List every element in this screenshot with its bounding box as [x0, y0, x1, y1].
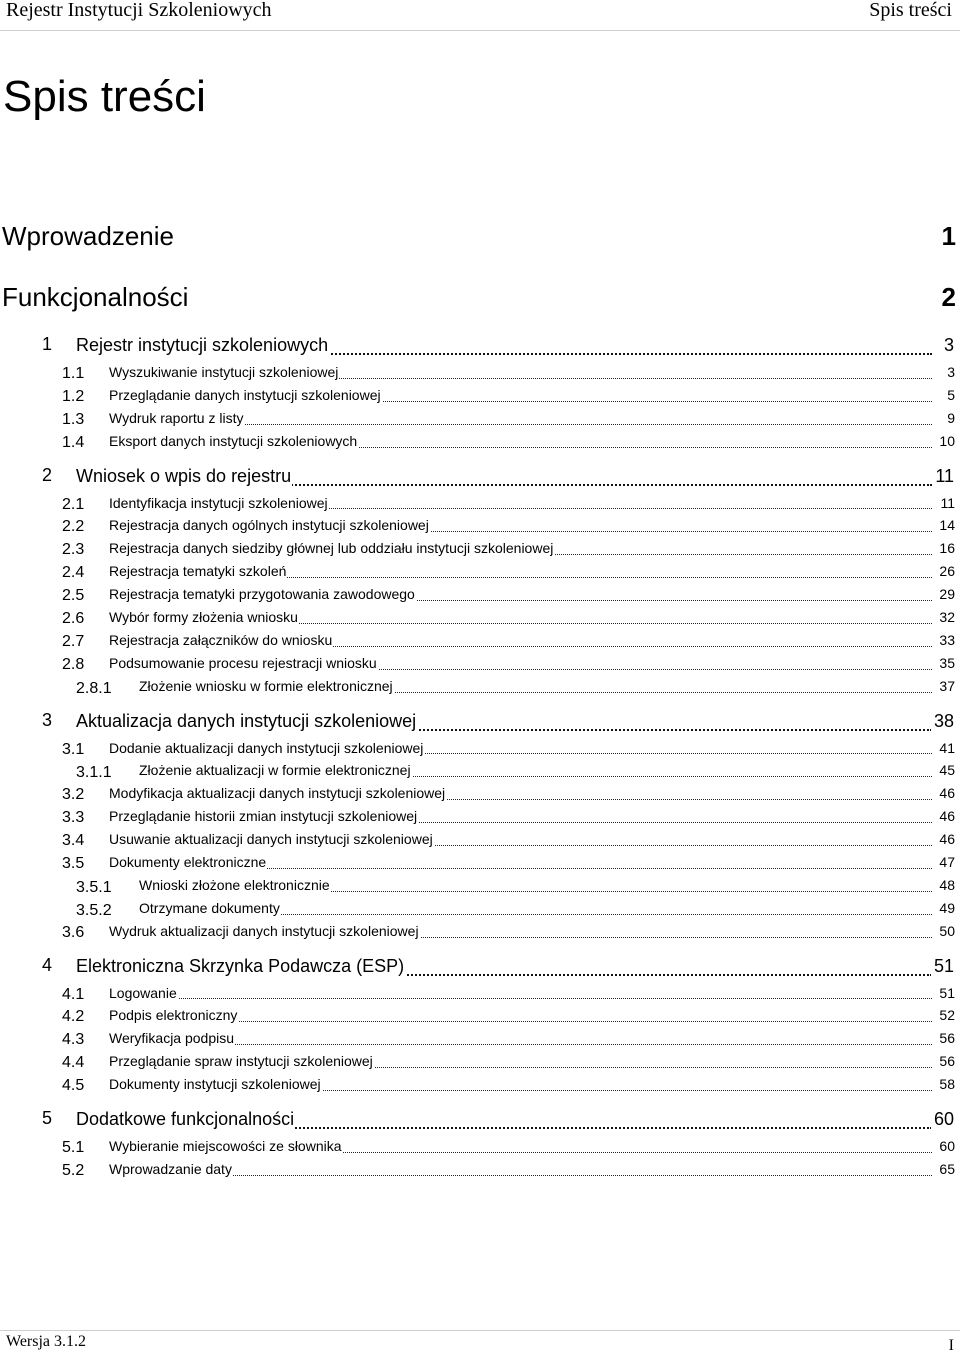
toc-entry-label: Otrzymane dokumenty [139, 899, 280, 916]
toc-entry-label: Modyfikacja aktualizacji danych instytucji szkoleniowej [109, 785, 446, 802]
toc-entry-number: 4 [42, 954, 53, 975]
toc-entry-number: 5 [42, 1108, 53, 1129]
page-footer [0, 1330, 960, 1355]
toc-entry-page: 26 [936, 563, 955, 579]
toc-entry-label: Rejestracja tematyki szkoleń [109, 563, 287, 580]
toc-entry-page: 11 [932, 466, 954, 487]
toc-entry-label: Dokumenty instytucji szkoleniowej [109, 1076, 321, 1093]
toc-entry-number: 5.2 [62, 1161, 85, 1179]
toc-entry-page: 46 [936, 808, 955, 824]
toc-entry-page: 32 [936, 609, 955, 625]
toc-entry-page: 3 [944, 364, 955, 380]
toc-entry-page: 9 [944, 410, 955, 426]
toc-entry[interactable] [0, 561, 960, 584]
toc-entry-number: 2.7 [62, 632, 85, 650]
toc-entry-number: 2.6 [62, 610, 85, 628]
toc-entry-number: 5.1 [62, 1139, 85, 1157]
toc-entry[interactable] [0, 707, 960, 738]
toc-entry[interactable] [0, 738, 960, 761]
toc-entry-number: 3.1.1 [76, 764, 112, 782]
toc-entry-number: 4.2 [62, 1008, 85, 1026]
toc-entry-label: Rejestr instytucji szkoleniowych [76, 335, 329, 355]
toc-entry-page: 16 [936, 540, 955, 556]
toc-entry-number: 4.1 [62, 985, 85, 1003]
toc-entry-number: 3 [42, 709, 53, 730]
toc-entry[interactable] [0, 783, 960, 806]
toc-major-label: Funkcjonalności [2, 282, 189, 312]
page-number: I [948, 1337, 954, 1354]
toc-entry-label: Wybór formy złożenia wniosku [109, 609, 298, 626]
toc-entry-page: 46 [936, 785, 955, 801]
toc-entry-label: Przeglądanie historii zmian instytucji szkoleniowej [109, 808, 418, 825]
toc-entry-page: 51 [931, 956, 954, 977]
toc-entry-page: 45 [936, 762, 955, 778]
toc-entry-label: Aktualizacja danych instytucji szkoleniowej [76, 710, 417, 731]
version-label: Wersja 3.1.2 [6, 1333, 87, 1350]
toc-entry-label: Dodatkowe funkcjonalności [76, 1109, 295, 1130]
toc-entry[interactable] [0, 921, 960, 944]
toc-entry-number: 3.4 [62, 832, 85, 850]
toc-entry-page: 14 [936, 517, 955, 533]
page-header [0, 0, 960, 31]
toc-entry[interactable] [0, 1028, 960, 1051]
toc-entry-page: 29 [936, 586, 955, 602]
toc-entry-label: Złożenie aktualizacji w formie elektronicznej [139, 762, 411, 779]
toc-entry-page: 47 [936, 854, 955, 870]
toc-entry[interactable] [0, 515, 960, 538]
toc-entry-label: Przeglądanie danych instytucji szkoleniowej [109, 386, 381, 403]
toc-entry-number: 2.1 [62, 495, 85, 513]
toc-entry-page: 49 [936, 900, 955, 916]
toc-entry-page: 60 [936, 1138, 955, 1154]
toc-entry-page: 3 [941, 335, 954, 356]
toc-entry[interactable] [0, 1051, 960, 1074]
toc-entry[interactable] [0, 1005, 960, 1028]
toc-entry-page: 50 [936, 923, 955, 939]
toc-leader-dots [112, 1175, 932, 1176]
toc-entry-label: Wydruk aktualizacji danych instytucji szkoleniowej [109, 922, 419, 939]
toc-entry[interactable] [0, 898, 960, 921]
toc-entry[interactable] [0, 1074, 960, 1097]
toc-major-label: Wprowadzenie [2, 221, 174, 251]
toc-entry-label: Wybieranie miejscowości ze słownika [109, 1138, 342, 1155]
toc-entry[interactable] [0, 1105, 960, 1136]
toc-entry-label: Dokumenty elektroniczne [109, 854, 267, 871]
toc-entry[interactable] [0, 493, 960, 516]
toc-entry[interactable] [0, 431, 960, 454]
toc-entry-label: Usuwanie aktualizacji danych instytucji szkoleniowej [109, 831, 433, 848]
toc-entry-number: 3.5.1 [76, 878, 112, 896]
toc-entry-number: 2.8 [62, 655, 85, 673]
toc-entry-page: 10 [936, 433, 955, 449]
toc-entry[interactable] [0, 362, 960, 385]
toc-entry-page: 11 [937, 495, 955, 511]
toc-entry-number: 1.4 [62, 433, 85, 451]
toc-entry-page: 65 [936, 1161, 955, 1177]
toc-entry[interactable] [0, 829, 960, 852]
document-name: Rejestr Instytucji Szkoleniowych [6, 0, 272, 21]
toc-entry[interactable] [0, 952, 960, 983]
toc-entry-number: 2.5 [62, 587, 85, 605]
toc-entry-number: 2.3 [62, 541, 85, 559]
toc-major-page: 1 [941, 221, 956, 251]
toc-entry-number: 3.2 [62, 786, 85, 804]
toc-entry-label: Elektroniczna Skrzynka Podawcza (ESP) [76, 955, 405, 976]
toc-entry[interactable] [0, 462, 960, 493]
toc-entry-number: 3.6 [62, 923, 85, 941]
toc-entry-label: Złożenie wniosku w formie elektronicznej [139, 677, 393, 694]
toc-entry-page: 56 [936, 1053, 955, 1069]
page-title: Spis treści [3, 72, 206, 121]
toc-entry[interactable] [0, 760, 960, 783]
toc-major-section[interactable] [0, 216, 960, 256]
toc-entry[interactable] [0, 983, 960, 1006]
toc-entry-number: 1 [42, 334, 53, 354]
toc-entry-page: 38 [931, 711, 954, 732]
toc-entry-page: 60 [931, 1109, 954, 1130]
toc-entry-number: 2 [42, 464, 53, 485]
toc-entry[interactable] [0, 806, 960, 829]
toc-entry-page: 51 [936, 985, 955, 1001]
toc-entry-number: 2.2 [62, 518, 85, 536]
toc-entry-number: 2.8.1 [76, 679, 112, 697]
toc-major-section[interactable] [0, 277, 960, 317]
toc-entry-label: Rejestracja danych siedziby głównej lub oddziału instytucji szkoleniowej [109, 540, 554, 557]
toc-entry-label: Wniosek o wpis do rejestru [76, 465, 292, 486]
table-of-contents [0, 331, 960, 1182]
toc-entry-label: Wyszukiwanie instytucji szkoleniowej [109, 364, 339, 380]
toc-entry-label: Wprowadzanie daty [109, 1160, 232, 1177]
toc-entry-label: Dodanie aktualizacji danych instytucji szkoleniowej [109, 739, 424, 756]
section-name: Spis treści [869, 0, 952, 21]
toc-entry[interactable] [0, 875, 960, 898]
toc-entry-number: 3.5.2 [76, 901, 112, 919]
toc-entry-number: 1.2 [62, 387, 85, 405]
toc-entry-number: 1.1 [62, 365, 85, 382]
toc-entry[interactable] [0, 331, 960, 362]
toc-major-page: 2 [941, 282, 956, 312]
toc-entry-label: Rejestracja tematyki przygotowania zawodowego [109, 586, 415, 603]
toc-entry[interactable] [0, 607, 960, 630]
toc-entry-label: Identyfikacja instytucji szkoleniowej [109, 494, 328, 511]
toc-entry-label: Przeglądanie spraw instytucji szkoleniowej [109, 1053, 373, 1070]
toc-entry[interactable] [0, 653, 960, 676]
toc-entry[interactable] [0, 538, 960, 561]
toc-entry[interactable] [0, 408, 960, 431]
toc-entry-label: Podpis elektroniczny [109, 1007, 238, 1024]
toc-entry-label: Podsumowanie procesu rejestracji wniosku [109, 654, 377, 671]
toc-entry-page: 58 [936, 1076, 955, 1092]
toc-entry-page: 46 [936, 831, 955, 847]
toc-entry-label: Eksport danych instytucji szkoleniowych [109, 432, 358, 449]
toc-entry-number: 1.3 [62, 410, 85, 428]
toc-entry-label: Rejestracja załączników do wniosku [109, 631, 333, 648]
toc-entry[interactable] [0, 584, 960, 607]
toc-entry-page: 48 [936, 877, 955, 893]
toc-entry-label: Logowanie [109, 984, 177, 1001]
toc-entry-number: 2.4 [62, 564, 85, 582]
toc-entry-page: 52 [936, 1007, 955, 1023]
toc-entry-label: Rejestracja danych ogólnych instytucji szkoleniowej [109, 517, 429, 534]
toc-entry[interactable] [0, 1136, 960, 1159]
toc-entry[interactable] [0, 630, 960, 653]
toc-entry-page: 41 [936, 740, 955, 756]
toc-entry-page: 37 [936, 678, 955, 694]
toc-entry-page: 56 [936, 1030, 955, 1046]
toc-entry[interactable] [0, 852, 960, 875]
toc-entry[interactable] [0, 676, 960, 699]
toc-entry-label: Wnioski złożone elektronicznie [139, 876, 330, 893]
toc-entry-page: 33 [936, 632, 955, 648]
toc-entry-label: Wydruk raportu z listy [109, 409, 244, 426]
toc-entry-number: 4.4 [62, 1054, 85, 1072]
toc-entry-number: 4.5 [62, 1077, 85, 1095]
toc-leader-dots [112, 998, 932, 999]
toc-entry-number: 3.1 [62, 740, 85, 758]
toc-entry-number: 3.3 [62, 809, 85, 827]
toc-entry[interactable] [0, 1159, 960, 1182]
toc-entry-number: 4.3 [62, 1031, 85, 1049]
toc-entry-label: Weryfikacja podpisu [109, 1030, 235, 1047]
toc-entry-page: 5 [944, 387, 955, 403]
toc-entry[interactable] [0, 385, 960, 408]
toc-entry-number: 3.5 [62, 855, 85, 873]
toc-entry-page: 35 [936, 655, 955, 671]
